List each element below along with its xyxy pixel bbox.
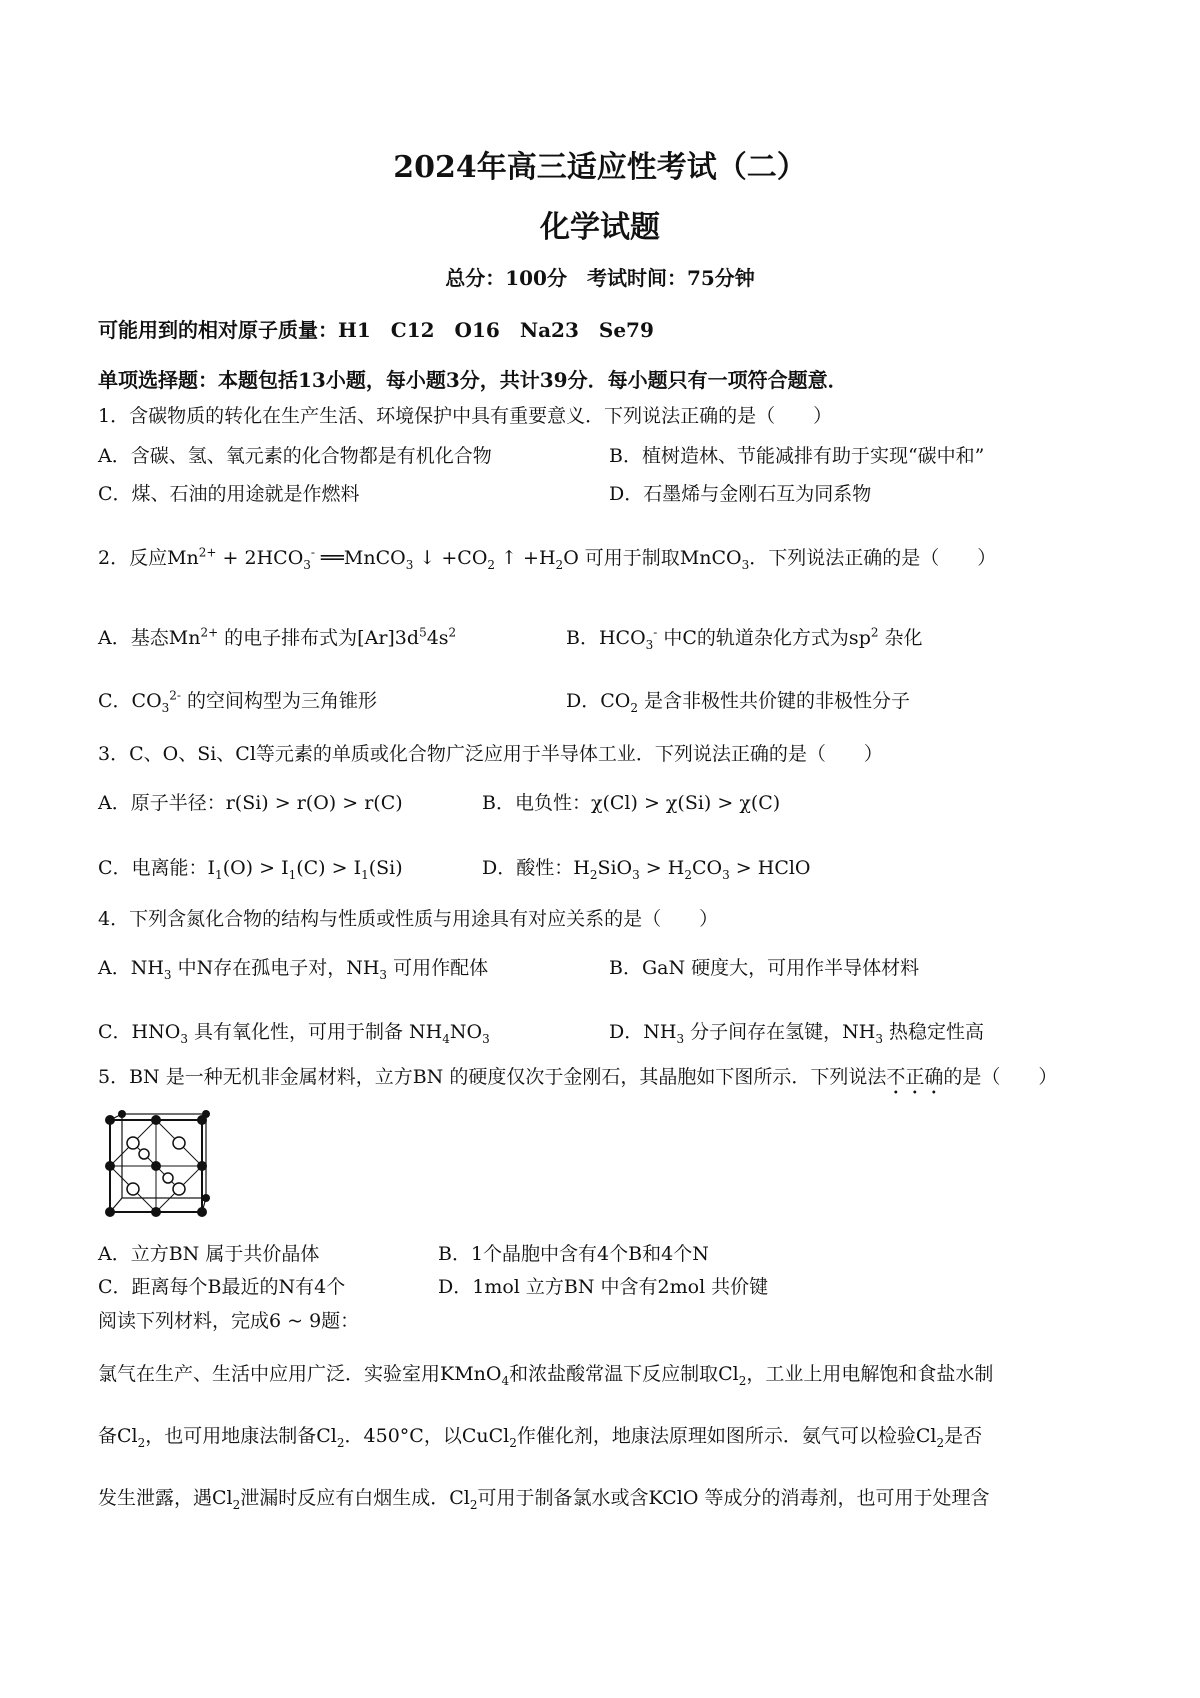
q3-option-a: A．原子半径：r(Si) > r(O) > r(C) [98,792,403,814]
reading-line-1: 氯气在生产、生活中应用广泛．实验室用KMnO$_4$和浓盐酸常温下反应制取$Cl_2$，工业上用电解饱和食盐水制 [98,1363,994,1388]
q4-option-d: D．$NH_3$ 分子间存在氢键，$NH_3$ 热稳定性高 [609,1021,984,1046]
q4-option-b: B．GaN 硬度大，可用作半导体材料 [609,957,920,979]
exam-title: 2024年高三适应性考试（二） [393,150,807,185]
q3-option-b: B．电负性：χ(Cl) > χ(Si) > χ(C) [482,792,781,814]
q5-option-d: D．1mol 立方BN 中含有2mol 共价键 [438,1276,769,1298]
q2-option-d: D．$CO_2$ 是含非极性共价键的非极性分子 [566,690,911,715]
q4-stem: 4．下列含氮化合物的结构与性质或性质与用途具有对应关系的是（ ） [98,908,719,930]
q5-stem: 5．BN 是一种无机非金属材料，立方BN 的硬度仅次于金刚石，其晶胞如下图所示．下列说法不正确的是（ ） [98,1066,1058,1088]
q1-option-a: A．含碳、氢、氧元素的化合物都是有机化合物 [98,445,492,467]
score-time: 总分：100分 考试时间：75分钟 [445,266,755,290]
q5-emphasis: 不正确 [886,1066,944,1088]
section-heading: 单项选择题：本题包括13小题，每小题3分，共计39分．每小题只有一项符合题意． [98,368,848,392]
q3-stem: 3．C、O、Si、Cl等元素的单质或化合物广泛应用于半导体工业．下列说法正确的是（ ） [98,743,883,765]
q5-option-a: A．立方BN 属于共价晶体 [98,1243,320,1265]
q1-option-c: C．煤、石油的用途就是作燃料 [98,483,360,505]
q1-option-d: D．石墨烯与金刚石互为同系物 [609,483,872,505]
q2-option-c: C．$CO_3^{2-}$ 的空间构型为三角锥形 [98,688,378,715]
q2-stem: 2．反应$Mn^{2+} + 2HCO_3^-$ ══MnCO$_3$ ↓ $+CO_2$ ↑ $+H_2O$ 可用于制取MnCO$_3$．下列说法正确的是（ ） [98,545,997,572]
subject-title: 化学试题 [540,210,660,245]
q5-option-b: B．1个晶胞中含有4个B和4个N [438,1243,709,1265]
reading-line-2: 备$Cl_2$，也可用地康法制备$Cl_2$．450°C，以CuCl$_2$作催化剂，地康法原理如图所示．氨气可以检验$Cl_2$是否 [98,1425,983,1450]
q3-option-c: C．电离能：$I_1(O) > I_1(C) > I_1(Si)$ [98,857,403,882]
q3-option-d: D．酸性：$H_2SiO_3 > H_2CO_3$ > HClO [482,857,811,882]
q4-option-a: A．$NH_3$ 中N存在孤电子对，$NH_3$ 可用作配体 [98,957,489,982]
q2-option-b: B．$HCO_3^-$ 中C的轨道杂化方式为$sp^2$ 杂化 [566,625,923,652]
q1-stem: 1．含碳物质的转化在生产生活、环境保护中具有重要意义．下列说法正确的是（ ） [98,405,833,427]
atomic-masses: 可能用到的相对原子质量：H1 C12 O16 Na23 Se79 [98,318,654,342]
q4-option-c: C．$HNO_3$ 具有氧化性，可用于制备 $NH_4NO_3$ [98,1021,490,1046]
q2-option-a: A．基态$Mn^{2+}$ 的电子排布式为$[Ar]3d^54s^2$ [98,625,457,649]
q5-option-c: C．距离每个B最近的N有4个 [98,1276,346,1298]
reading-line-3: 发生泄露，遇$Cl_2$泄漏时反应有白烟生成．$Cl_2$可用于制备氯水或含KClO 等成分的消毒剂，也可用于处理含 [98,1487,990,1512]
bn-unit-cell-figure [100,1110,212,1222]
q1-option-b: B．植树造林、节能减排有助于实现“碳中和” [609,445,985,467]
reading-intro: 阅读下列材料，完成6 ~ 9题： [98,1310,360,1332]
